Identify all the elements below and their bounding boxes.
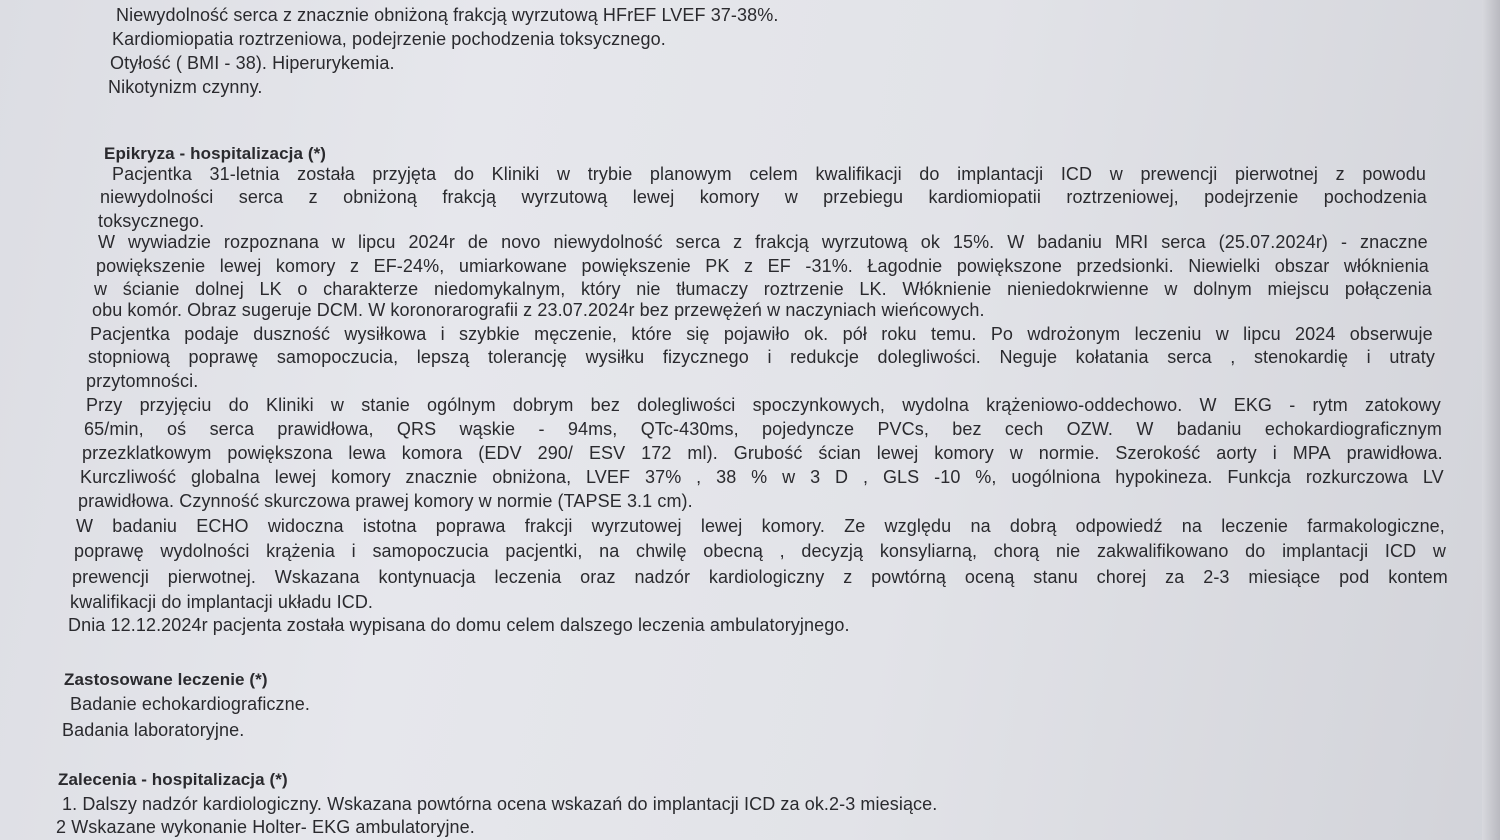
- zalecenia-line: 2 Wskazane wykonanie Holter- EKG ambulatoryjne.: [56, 817, 475, 837]
- leczenie-heading: Zastosowane leczenie (*): [64, 670, 268, 689]
- epikryza-line: toksycznego.: [98, 211, 205, 231]
- epikryza-line: Dnia 12.12.2024r pacjenta została wypisana do domu celem dalszego leczenia ambulatoryjnego.: [68, 615, 850, 635]
- epikryza-line: przytomności.: [86, 371, 199, 391]
- epikryza-heading: Epikryza - hospitalizacja (*): [104, 144, 327, 163]
- epikryza-line: obu komór. Obraz sugeruje DCM. W koronorarografii z 23.07.2024r bez przewężeń w naczyniach wieńcowych.: [92, 300, 985, 320]
- epikryza-line: prawidłowa. Czynność skurczowa prawej komory w normie (TAPSE 3.1 cm).: [78, 491, 693, 511]
- epikryza-line: prewencji pierwotnej. Wskazana kontynuacja leczenia oraz nadzór kardiologiczny z powtórną oceną stanu chorej za 2-3 miesiące pod kontem: [72, 567, 1448, 587]
- epikryza-line: w ścianie dolnej LK o charakterze niedomykalnym, który nie tłumaczy roztrzenie LK. Włóknienie nieniedokrwienne w dolnym miejscu połączenia: [94, 279, 1432, 299]
- epikryza-line: niewydolności serca z obniżoną frakcją wyrzutową lewej komory w przebiegu kardiomiopatii roztrzeniowej, podejrzenie pochodzenia: [100, 187, 1427, 207]
- leczenie-line: Badania laboratoryjne.: [62, 720, 245, 740]
- diagnosis-line: Otyłość ( BMI - 38). Hiperurykemia.: [110, 53, 395, 73]
- leczenie-line: Badanie echokardiograficzne.: [70, 694, 310, 714]
- epikryza-line: Pacjentka podaje duszność wysiłkowa i szybkie męczenie, które się pojawiło ok. pół roku temu. Po wdrożonym leczeniu w lipcu 2024 obserwuje: [90, 324, 1433, 344]
- epikryza-line: Pacjentka 31-letnia została przyjęta do Kliniki w trybie planowym celem kwalifikacji do implantacji ICD w prewencji pierwotnej z powodu: [112, 164, 1426, 184]
- epikryza-line: 65/min, oś serca prawidłowa, QRS wąskie - 94ms, QTc-430ms, pojedyncze PVCs, bez cech OZW. W badaniu echokardiograficznym: [84, 419, 1442, 439]
- epikryza-line: W badaniu ECHO widoczna istotna poprawa frakcji wyrzutowej lewej komory. Ze względu na dobrą odpowiedź na leczenie farmakologiczne,: [76, 516, 1445, 536]
- page-edge-shadow: [1482, 0, 1500, 840]
- epikryza-line: stopniową poprawę samopoczucia, lepszą tolerancję wysiłku fizycznego i redukcje dolegliwości. Neguje kołatania serca , stenokardię i utraty: [88, 347, 1435, 367]
- epikryza-line: Kurczliwość globalna lewej komory znacznie obniżona, LVEF 37% , 38 % w 3 D , GLS -10 %, uogólniona hypokineza. Funkcja rozkurczowa LV: [80, 467, 1444, 487]
- epikryza-line: Przy przyjęciu do Kliniki w stanie ogólnym dobrym bez dolegliwości spoczynkowych, wydolna krążeniowo-oddechowo. W EKG - rytm zatokowy: [86, 395, 1441, 415]
- epikryza-line: kwalifikacji do implantacji układu ICD.: [70, 592, 374, 612]
- epikryza-line: powiększenie lewej komory z EF-24%, umiarkowane powiększenie PK z EF -31%. Łagodnie powiększone przedsionki. Niewielki obszar włóknienia: [96, 256, 1429, 276]
- epikryza-line: przezklatkowym powiększona lewa komora (EDV 290/ ESV 172 ml). Grubość ścian lewej komory w normie. Szerokość aorty i MPA prawidłowa.: [82, 443, 1443, 463]
- zalecenia-heading: Zalecenia - hospitalizacja (*): [58, 770, 288, 789]
- diagnosis-line: Kardiomiopatia roztrzeniowa, podejrzenie pochodzenia toksycznego.: [112, 29, 666, 49]
- diagnosis-line: Nikotynizm czynny.: [108, 77, 263, 97]
- epikryza-line: poprawę wydolności krążenia i samopoczucia pacjentki, na chwilę obecną , decyzją konsyliarną, chorą nie zakwalifikowano do implantacji ICD w: [74, 541, 1446, 561]
- zalecenia-line: 1. Dalszy nadzór kardiologiczny. Wskazana powtórna ocena wskazań do implantacji ICD za ok.2-3 miesiące.: [62, 794, 938, 814]
- epikryza-line: W wywiadzie rozpoznana w lipcu 2024r de novo niewydolność serca z frakcją wyrzutową ok 15%. W badaniu MRI serca (25.07.2024r) - znaczne: [98, 232, 1428, 252]
- diagnosis-line: Niewydolność serca z znacznie obniżoną frakcją wyrzutową HFrEF LVEF 37-38%.: [116, 5, 779, 25]
